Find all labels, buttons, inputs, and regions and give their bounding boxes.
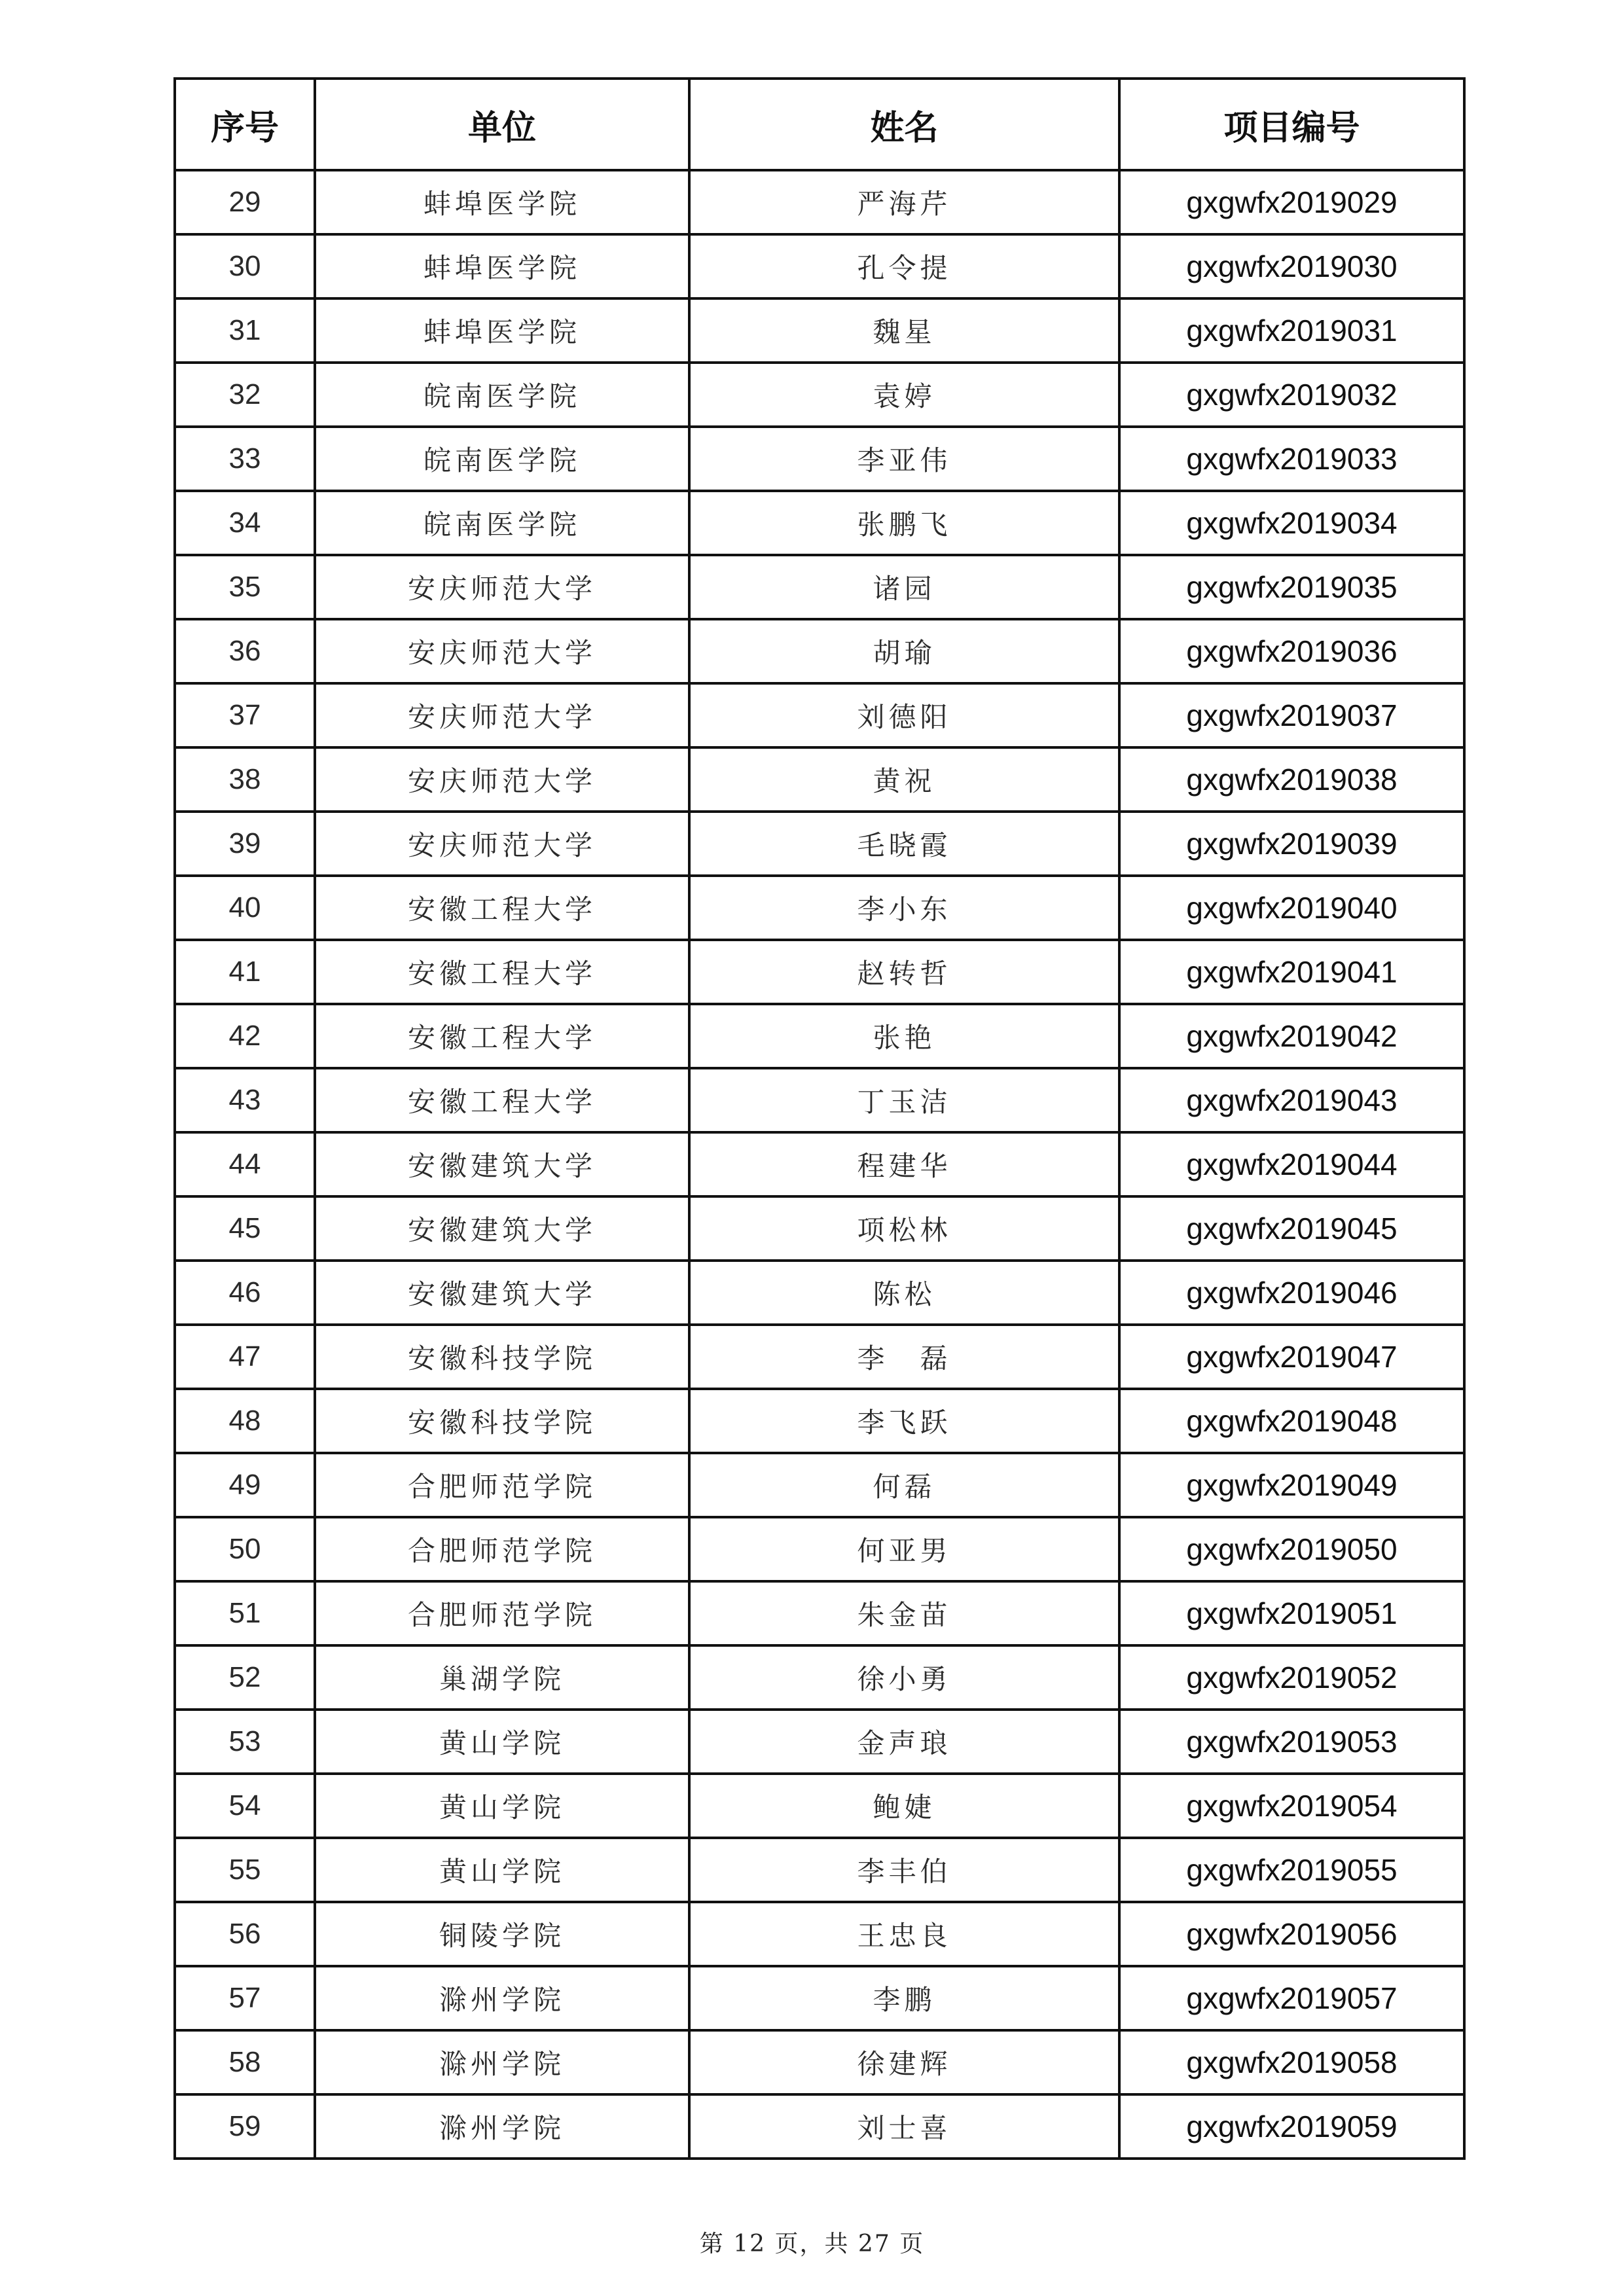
table-row	[175, 234, 1464, 298]
cell-name: 毛晓霞	[689, 812, 1119, 876]
cell-name: 何磊	[689, 1453, 1119, 1517]
cell-unit: 安庆师范大学	[315, 747, 689, 812]
table-row	[175, 619, 1464, 683]
cell-project-code: gxgwfx2019049	[1119, 1453, 1464, 1517]
cell-project-code: gxgwfx2019034	[1119, 491, 1464, 555]
cell-project-code: gxgwfx2019044	[1119, 1132, 1464, 1196]
cell-unit: 安徽建筑大学	[315, 1261, 689, 1325]
cell-project-code: gxgwfx2019053	[1119, 1710, 1464, 1774]
cell-serial-number: 51	[175, 1581, 315, 1645]
cell-serial-number: 56	[175, 1902, 315, 1966]
cell-serial-number: 43	[175, 1068, 315, 1132]
table-row	[175, 170, 1464, 234]
table-row	[175, 363, 1464, 427]
header-row	[175, 79, 1464, 170]
cell-project-code: gxgwfx2019054	[1119, 1774, 1464, 1838]
cell-name: 李丰伯	[689, 1838, 1119, 1902]
table-row	[175, 2094, 1464, 2159]
cell-unit: 滁州学院	[315, 1966, 689, 2030]
cell-serial-number: 39	[175, 812, 315, 876]
cell-project-code: gxgwfx2019055	[1119, 1838, 1464, 1902]
cell-name: 陈松	[689, 1261, 1119, 1325]
cell-name: 朱金苗	[689, 1581, 1119, 1645]
cell-name: 胡瑜	[689, 619, 1119, 683]
page-footer: 第 12 页，共 27 页	[699, 2231, 925, 2257]
cell-unit: 蚌埠医学院	[315, 298, 689, 363]
cell-serial-number: 38	[175, 747, 315, 812]
cell-serial-number: 47	[175, 1325, 315, 1389]
cell-unit: 安徽工程大学	[315, 1068, 689, 1132]
cell-serial-number: 45	[175, 1196, 315, 1261]
cell-project-code: gxgwfx2019043	[1119, 1068, 1464, 1132]
cell-name: 程建华	[689, 1132, 1119, 1196]
header-serial-number: 序号	[175, 79, 315, 170]
cell-serial-number: 29	[175, 170, 315, 234]
cell-name: 丁玉洁	[689, 1068, 1119, 1132]
header-name: 姓名	[689, 79, 1119, 170]
table-row	[175, 1645, 1464, 1710]
table-row	[175, 1004, 1464, 1068]
cell-unit: 铜陵学院	[315, 1902, 689, 1966]
cell-serial-number: 53	[175, 1710, 315, 1774]
cell-serial-number: 35	[175, 555, 315, 619]
table-row	[175, 1581, 1464, 1645]
cell-serial-number: 42	[175, 1004, 315, 1068]
cell-unit: 安庆师范大学	[315, 683, 689, 747]
cell-serial-number: 55	[175, 1838, 315, 1902]
cell-serial-number: 52	[175, 1645, 315, 1710]
cell-project-code: gxgwfx2019046	[1119, 1261, 1464, 1325]
cell-unit: 安庆师范大学	[315, 619, 689, 683]
table-row	[175, 1453, 1464, 1517]
cell-project-code: gxgwfx2019041	[1119, 940, 1464, 1004]
cell-project-code: gxgwfx2019031	[1119, 298, 1464, 363]
cell-serial-number: 46	[175, 1261, 315, 1325]
cell-project-code: gxgwfx2019039	[1119, 812, 1464, 876]
cell-name: 徐建辉	[689, 2030, 1119, 2094]
cell-project-code: gxgwfx2019040	[1119, 876, 1464, 940]
cell-unit: 安庆师范大学	[315, 812, 689, 876]
cell-project-code: gxgwfx2019059	[1119, 2094, 1464, 2159]
cell-name: 李 磊	[689, 1325, 1119, 1389]
table-row	[175, 1068, 1464, 1132]
cell-serial-number: 33	[175, 427, 315, 491]
table-row	[175, 1710, 1464, 1774]
cell-name: 徐小勇	[689, 1645, 1119, 1710]
header-project-code: 项目编号	[1119, 79, 1464, 170]
table-row	[175, 812, 1464, 876]
cell-name: 李亚伟	[689, 427, 1119, 491]
table-row	[175, 1902, 1464, 1966]
table-row	[175, 1261, 1464, 1325]
cell-project-code: gxgwfx2019056	[1119, 1902, 1464, 1966]
cell-project-code: gxgwfx2019052	[1119, 1645, 1464, 1710]
cell-name: 诸园	[689, 555, 1119, 619]
cell-serial-number: 58	[175, 2030, 315, 2094]
cell-serial-number: 54	[175, 1774, 315, 1838]
cell-project-code: gxgwfx2019038	[1119, 747, 1464, 812]
cell-name: 李小东	[689, 876, 1119, 940]
cell-unit: 蚌埠医学院	[315, 170, 689, 234]
cell-name: 张艳	[689, 1004, 1119, 1068]
table-body	[175, 170, 1464, 2159]
cell-name: 黄祝	[689, 747, 1119, 812]
table-row	[175, 747, 1464, 812]
table-row	[175, 1132, 1464, 1196]
table-row	[175, 683, 1464, 747]
cell-project-code: gxgwfx2019033	[1119, 427, 1464, 491]
cell-project-code: gxgwfx2019030	[1119, 234, 1464, 298]
header-unit: 单位	[315, 79, 689, 170]
cell-project-code: gxgwfx2019032	[1119, 363, 1464, 427]
table-row	[175, 2030, 1464, 2094]
cell-unit: 滁州学院	[315, 2094, 689, 2159]
cell-project-code: gxgwfx2019050	[1119, 1517, 1464, 1581]
table-row	[175, 1389, 1464, 1453]
cell-serial-number: 32	[175, 363, 315, 427]
cell-name: 张鹏飞	[689, 491, 1119, 555]
cell-serial-number: 31	[175, 298, 315, 363]
cell-project-code: gxgwfx2019037	[1119, 683, 1464, 747]
cell-unit: 合肥师范学院	[315, 1517, 689, 1581]
cell-name: 李鹏	[689, 1966, 1119, 2030]
cell-serial-number: 34	[175, 491, 315, 555]
cell-project-code: gxgwfx2019042	[1119, 1004, 1464, 1068]
cell-unit: 皖南医学院	[315, 491, 689, 555]
table-row	[175, 427, 1464, 491]
cell-project-code: gxgwfx2019051	[1119, 1581, 1464, 1645]
table-row	[175, 1966, 1464, 2030]
cell-unit: 巢湖学院	[315, 1645, 689, 1710]
cell-name: 孔令提	[689, 234, 1119, 298]
cell-project-code: gxgwfx2019029	[1119, 170, 1464, 234]
cell-project-code: gxgwfx2019047	[1119, 1325, 1464, 1389]
table-row	[175, 555, 1464, 619]
cell-unit: 安徽工程大学	[315, 940, 689, 1004]
cell-unit: 安徽建筑大学	[315, 1196, 689, 1261]
cell-unit: 安徽建筑大学	[315, 1132, 689, 1196]
cell-unit: 黄山学院	[315, 1838, 689, 1902]
table-row	[175, 298, 1464, 363]
cell-project-code: gxgwfx2019045	[1119, 1196, 1464, 1261]
cell-project-code: gxgwfx2019048	[1119, 1389, 1464, 1453]
cell-project-code: gxgwfx2019036	[1119, 619, 1464, 683]
cell-unit: 安徽科技学院	[315, 1389, 689, 1453]
cell-unit: 合肥师范学院	[315, 1581, 689, 1645]
cell-serial-number: 59	[175, 2094, 315, 2159]
cell-name: 刘德阳	[689, 683, 1119, 747]
cell-name: 袁婷	[689, 363, 1119, 427]
table-row	[175, 876, 1464, 940]
table-row	[175, 940, 1464, 1004]
cell-name: 鲍婕	[689, 1774, 1119, 1838]
cell-unit: 安徽工程大学	[315, 1004, 689, 1068]
cell-unit: 黄山学院	[315, 1710, 689, 1774]
cell-unit: 滁州学院	[315, 2030, 689, 2094]
cell-serial-number: 57	[175, 1966, 315, 2030]
cell-unit: 安徽工程大学	[315, 876, 689, 940]
cell-serial-number: 41	[175, 940, 315, 1004]
table-row	[175, 491, 1464, 555]
table-header	[175, 79, 1464, 170]
cell-name: 金声琅	[689, 1710, 1119, 1774]
cell-serial-number: 36	[175, 619, 315, 683]
cell-unit: 安庆师范大学	[315, 555, 689, 619]
table-row	[175, 1196, 1464, 1261]
cell-project-code: gxgwfx2019057	[1119, 1966, 1464, 2030]
cell-name: 赵转哲	[689, 940, 1119, 1004]
cell-serial-number: 48	[175, 1389, 315, 1453]
cell-name: 项松林	[689, 1196, 1119, 1261]
cell-serial-number: 44	[175, 1132, 315, 1196]
cell-name: 王忠良	[689, 1902, 1119, 1966]
cell-unit: 皖南医学院	[315, 363, 689, 427]
cell-serial-number: 37	[175, 683, 315, 747]
cell-unit: 黄山学院	[315, 1774, 689, 1838]
cell-name: 魏星	[689, 298, 1119, 363]
cell-serial-number: 50	[175, 1517, 315, 1581]
table-row	[175, 1325, 1464, 1389]
cell-name: 何亚男	[689, 1517, 1119, 1581]
cell-name: 刘士喜	[689, 2094, 1119, 2159]
cell-unit: 安徽科技学院	[315, 1325, 689, 1389]
table-row	[175, 1517, 1464, 1581]
roster-table	[173, 77, 1466, 2160]
cell-project-code: gxgwfx2019035	[1119, 555, 1464, 619]
cell-project-code: gxgwfx2019058	[1119, 2030, 1464, 2094]
table-row	[175, 1774, 1464, 1838]
cell-unit: 皖南医学院	[315, 427, 689, 491]
table-row	[175, 1838, 1464, 1902]
cell-serial-number: 40	[175, 876, 315, 940]
cell-name: 李飞跃	[689, 1389, 1119, 1453]
cell-serial-number: 49	[175, 1453, 315, 1517]
cell-name: 严海芹	[689, 170, 1119, 234]
cell-serial-number: 30	[175, 234, 315, 298]
cell-unit: 合肥师范学院	[315, 1453, 689, 1517]
cell-unit: 蚌埠医学院	[315, 234, 689, 298]
